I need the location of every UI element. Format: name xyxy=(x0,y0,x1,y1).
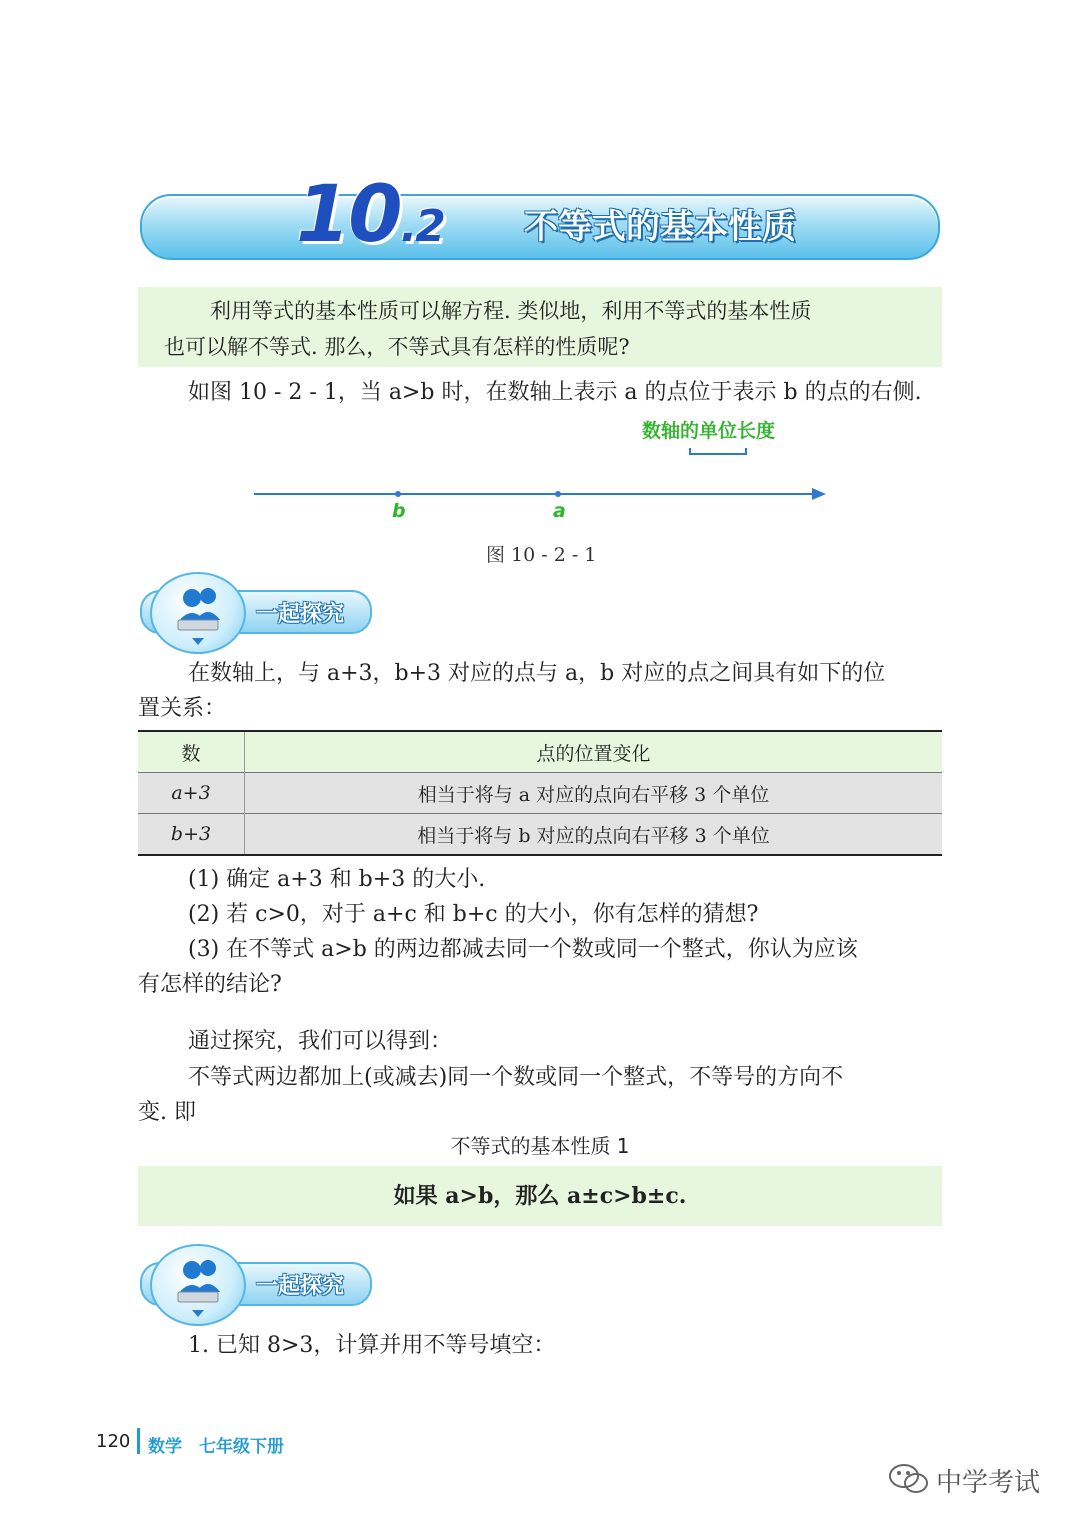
property-title: 不等式的基本性质 1 xyxy=(450,1134,630,1158)
intro-box xyxy=(138,287,942,367)
intro-line-2: 也可以解不等式. 那么，不等式具有怎样的性质呢? xyxy=(164,335,630,359)
number-line-figure xyxy=(240,440,840,530)
question-2: (2) 若 c>0，对于 a+c 和 b+c 的大小，你有怎样的猜想? xyxy=(188,902,759,927)
section-title: 不等式的基本性质 xyxy=(524,207,796,247)
conclusion-line-3: 变. 即 xyxy=(138,1100,196,1125)
property-rule: 如果 a>b，那么 a±c>b±c. xyxy=(393,1183,687,1209)
point-b-label: b xyxy=(392,500,406,522)
explore-badge-circle xyxy=(150,1244,246,1326)
position-table xyxy=(138,730,942,856)
page-number: 120 xyxy=(96,1431,131,1452)
people-laptop-icon xyxy=(152,574,244,652)
property-rule-box xyxy=(138,1166,942,1226)
table-row xyxy=(138,814,942,856)
watermark-text: 中学考试 xyxy=(936,1468,1041,1498)
explore1-line-2: 置关系： xyxy=(138,696,227,721)
intro-line-1: 利用等式的基本性质可以解方程. 类似地，利用不等式的基本性质 xyxy=(210,299,812,323)
table-header-number: 数 xyxy=(138,731,245,773)
explore2-item-1: 1. 已知 8>3，计算并用不等号填空： xyxy=(188,1333,556,1358)
wechat-icon xyxy=(888,1460,932,1496)
people-laptop-icon xyxy=(152,1246,244,1324)
table-cell-number: a+3 xyxy=(138,773,245,814)
question-1: (1) 确定 a+3 和 b+3 的大小. xyxy=(188,867,486,892)
question-3-line-1: (3) 在不等式 a>b 的两边都减去同一个数或同一个整式，你认为应该 xyxy=(188,937,858,962)
table-cell-number: b+3 xyxy=(138,814,245,856)
number-line-arrow xyxy=(812,488,826,500)
unit-length-bracket xyxy=(690,448,746,454)
table-header-change: 点的位置变化 xyxy=(536,742,651,765)
point-a-label: a xyxy=(553,500,566,522)
explore-badge-label: 一起探究 xyxy=(256,602,345,627)
explore-badge-circle xyxy=(150,572,246,654)
explore1-line-1: 在数轴上，与 a+3，b+3 对应的点与 a，b 对应的点之间具有如下的位 xyxy=(188,661,886,686)
point-a-dot xyxy=(555,491,561,497)
section-number: 10.2 xyxy=(296,170,444,260)
conclusion-line-1: 通过探究，我们可以得到： xyxy=(188,1029,453,1054)
question-3-line-2: 有怎样的结论? xyxy=(138,972,282,997)
table-cell-change: 相当于将与 b 对应的点向右平移 3 个单位 xyxy=(417,824,770,847)
book-title: 数学 七年级下册 xyxy=(148,1437,284,1457)
explore-badge-label: 一起探究 xyxy=(256,1274,345,1299)
conclusion-line-2: 不等式两边都加上(或减去)同一个数或同一个整式，不等号的方向不 xyxy=(188,1065,844,1090)
footer-divider xyxy=(137,1428,140,1454)
table-header-row xyxy=(138,731,942,773)
point-b-dot xyxy=(395,491,401,497)
table-cell-change: 相当于将与 a 对应的点向右平移 3 个单位 xyxy=(417,783,770,806)
figure-caption: 图 10 - 2 - 1 xyxy=(486,544,597,566)
unit-length-label: 数轴的单位长度 xyxy=(642,420,776,442)
paragraph-1: 如图 10 - 2 - 1，当 a>b 时，在数轴上表示 a 的点位于表示 b 的点的右侧. xyxy=(188,380,922,405)
table-row xyxy=(138,773,942,814)
